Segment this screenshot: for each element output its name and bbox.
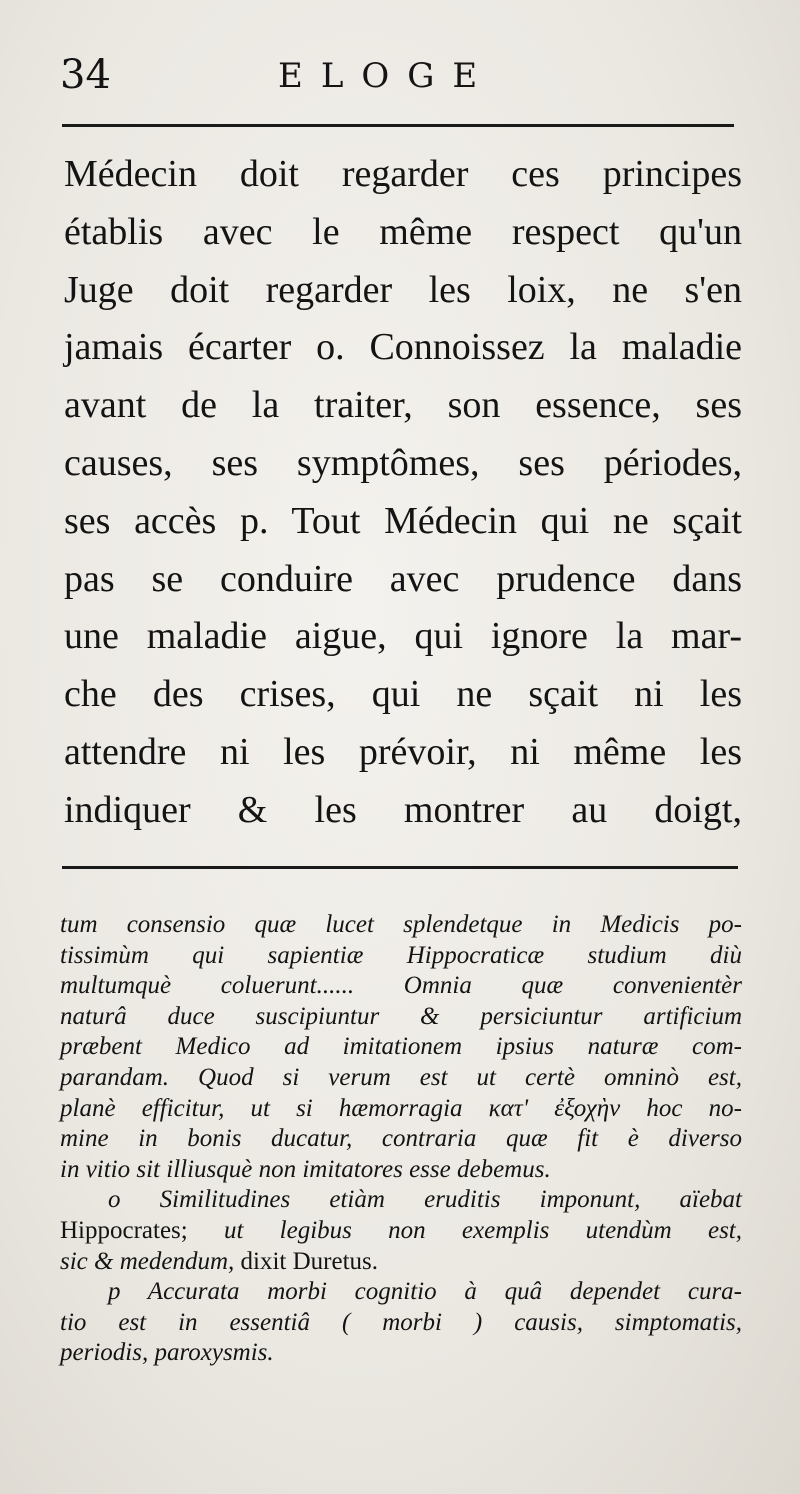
running-title: ELOGE [278, 56, 496, 96]
main-line: indiquer & les montrer au doigt, [64, 788, 742, 831]
footnote-p-line: tio est in essentiâ ( morbi ) causis, simptomatis, [60, 1308, 742, 1336]
footnote-o-line [60, 1216, 742, 1247]
main-line: Médecin doit regarder ces principes [64, 153, 742, 195]
footnote-line: præbent Medico ad imitationem ipsius naturæ com- [60, 1033, 742, 1061]
footnote-line: parandam. Quod si verum est ut certè omninò est, [60, 1063, 742, 1091]
footnote-line: tum consensio quæ lucet splendetque in Medicis po- [60, 911, 742, 938]
page-number: 34 [60, 52, 111, 98]
page-header [0, 52, 800, 102]
main-line: ses accès p. Tout Médecin qui ne sçait [64, 499, 742, 542]
footnote-rule [62, 866, 738, 869]
footnote-o-text: ut legibus non exemplis utendùm est, [187, 1216, 742, 1244]
main-line: causes, ses symptômes, ses périodes, [64, 441, 742, 484]
footnote-o-line [60, 1247, 742, 1278]
main-line: che des crises, qui ne sçait ni les [64, 673, 742, 716]
footnote-p-line: p Accurata morbi cognitio à quâ dependet cura- [108, 1278, 742, 1306]
footnote-o-text: sic & medendum, [60, 1247, 235, 1275]
footnote-line: in vitio sit illiusquè non imitatores esse debemus. [60, 1155, 551, 1183]
footnote-line: planè efficitur, ut si hæmorragia κατ' ἐξοχὴν hoc no- [60, 1094, 742, 1122]
main-text [64, 146, 742, 840]
footnote-line: mine in bonis ducatur, contraria quæ fit è diverso [60, 1125, 742, 1153]
main-line: Juge doit regarder les loix, ne s'en [64, 268, 742, 311]
main-line: établis avec le même respect qu'un [64, 210, 742, 253]
footnote-o-author: Hippocrates; [60, 1216, 188, 1244]
main-line: jamais écarter o. Connoissez la maladie [64, 326, 742, 369]
footnotes [60, 910, 742, 1369]
header-rule [62, 124, 734, 127]
main-line: avant de la traiter, son essence, ses [64, 384, 742, 427]
main-line: pas se conduire avec prudence dans [64, 557, 742, 600]
footnote-o-line: o Similitudines etiàm eruditis imponunt, aïebat [108, 1186, 742, 1214]
footnote-line: multumquè coluerunt...... Omnia quæ convenientèr [60, 972, 742, 1000]
main-line: une maladie aigue, qui ignore la mar- [64, 615, 742, 658]
main-line: attendre ni les prévoir, ni même les [64, 730, 742, 773]
footnote-line: tissimùm qui sapientiæ Hippocraticæ studium diù [60, 941, 742, 969]
footnote-line: naturâ duce suscipiuntur & persiciuntur artificium [60, 1002, 742, 1030]
footnote-p-line: periodis, paroxysmis. [60, 1339, 274, 1367]
footnote-o-attribution: dixit Duretus. [234, 1247, 379, 1275]
